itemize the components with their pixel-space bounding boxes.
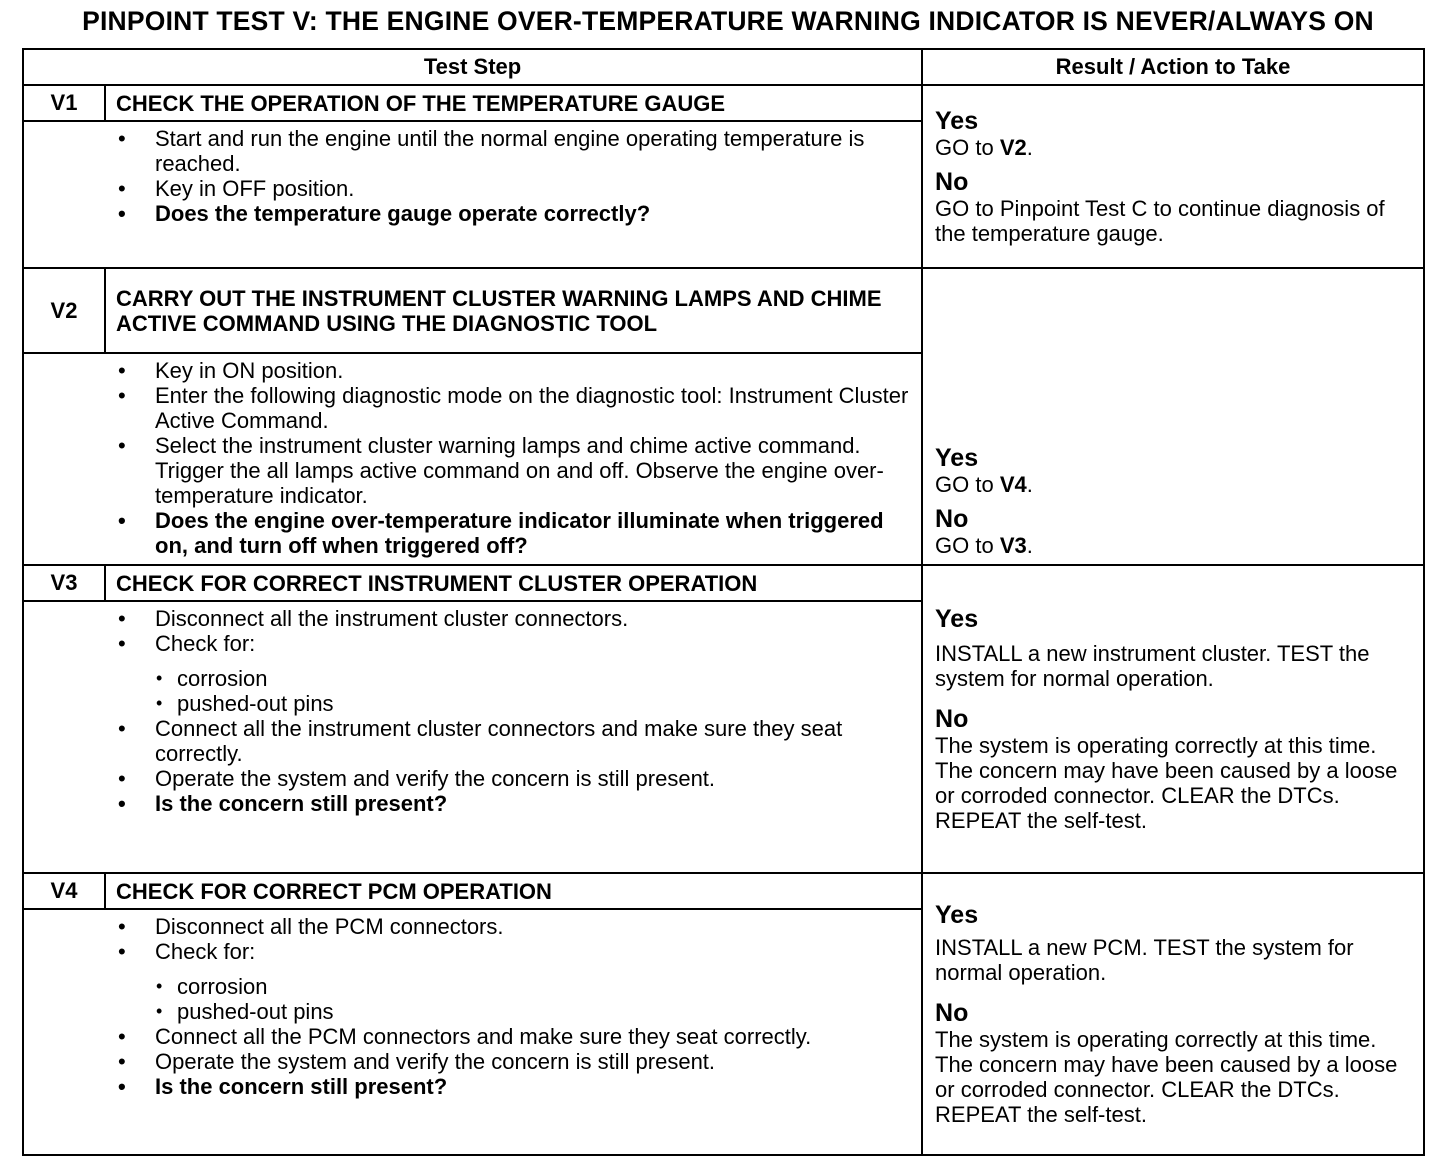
step-heading: CARRY OUT THE INSTRUMENT CLUSTER WARNING LAMPS AND CHIME ACTIVE COMMAND USING THE DIAGNOSTIC TOOL (105, 268, 922, 353)
yes-action: INSTALL a new instrument cluster. TEST the system for normal operation. (935, 641, 1370, 691)
step-question: • Is the concern still present? (23, 791, 911, 816)
step-heading: CHECK FOR CORRECT PCM OPERATION (105, 873, 922, 909)
yes-label: Yes (935, 107, 979, 135)
step-number: V4 (23, 873, 105, 909)
sub-list-item: • pushed-out pins (23, 999, 911, 1024)
list-item: • Enter the following diagnostic mode on the diagnostic tool: Instrument Cluster Active Command. (23, 383, 911, 433)
step-number: V1 (23, 85, 105, 121)
pinpoint-test-table (22, 48, 1425, 1156)
no-label: No (935, 999, 969, 1027)
list-item: • Start and run the engine until the normal engine operating temperature is reached. (23, 126, 911, 176)
no-label: No (935, 705, 969, 733)
yes-action: GO to V4. (935, 472, 1033, 497)
page-title: PINPOINT TEST V: THE ENGINE OVER-TEMPERATURE WARNING INDICATOR IS NEVER/ALWAYS ON (82, 6, 1374, 36)
list-item: • Disconnect all the instrument cluster connectors. (23, 606, 911, 631)
yes-label: Yes (935, 901, 979, 929)
step-v4-heading-row (23, 873, 1424, 909)
step-question: • Does the temperature gauge operate correctly? (23, 201, 911, 226)
list-item: • Check for: • corrosion • pushed-out pins (23, 939, 911, 1024)
no-action: The system is operating correctly at this time. The concern may have been caused by a loose or corroded connector. CLEAR the DTCs. REPEAT the self-test. (935, 1027, 1398, 1127)
step-instructions (105, 909, 922, 1155)
yes-label: Yes (935, 444, 979, 472)
yes-label: Yes (935, 605, 979, 633)
list-item: • Check for: • corrosion • pushed-out pins (23, 631, 911, 716)
header-result: Result / Action to Take (922, 49, 1424, 85)
step-result (922, 85, 1424, 268)
yes-action: GO to V2. (935, 135, 1033, 160)
step-number: V3 (23, 565, 105, 601)
step-v2-heading-row (23, 268, 1424, 353)
list-item: • Operate the system and verify the concern is still present. (23, 1049, 911, 1074)
step-heading: CHECK THE OPERATION OF THE TEMPERATURE GAUGE (105, 85, 922, 121)
no-label: No (935, 505, 969, 533)
no-action: GO to V3. (935, 533, 1033, 558)
list-item: • Operate the system and verify the concern is still present. (23, 766, 911, 791)
step-result (922, 268, 1424, 565)
list-item: • Disconnect all the PCM connectors. (23, 914, 911, 939)
step-instructions (105, 121, 922, 268)
sub-list-item: • pushed-out pins (23, 691, 911, 716)
step-question: • Is the concern still present? (23, 1074, 911, 1099)
sub-list-item: • corrosion (23, 974, 911, 999)
list-item: • Key in OFF position. (23, 176, 911, 201)
no-label: No (935, 168, 969, 196)
header-test-step: Test Step (23, 49, 922, 85)
step-question: • Does the engine over-temperature indicator illuminate when triggered on, and turn off when triggered off? (23, 508, 911, 558)
yes-action: INSTALL a new PCM. TEST the system for normal operation. (935, 935, 1354, 985)
list-item: • Connect all the instrument cluster connectors and make sure they seat correctly. (23, 716, 911, 766)
step-number: V2 (23, 268, 105, 353)
no-action: The system is operating correctly at this time. The concern may have been caused by a loose or corroded connector. CLEAR the DTCs. REPEAT the self-test. (935, 733, 1398, 833)
step-instructions (105, 353, 922, 565)
list-item: • Select the instrument cluster warning lamps and chime active command. Trigger the all lamps active command on and off. Observe the engine over-temperature indicator. (23, 433, 911, 508)
list-item: • Key in ON position. (23, 358, 911, 383)
step-heading: CHECK FOR CORRECT INSTRUMENT CLUSTER OPERATION (105, 565, 922, 601)
no-action: GO to Pinpoint Test C to continue diagnosis of the temperature gauge. (935, 196, 1385, 246)
table-header-row (23, 49, 1424, 85)
step-result (922, 873, 1424, 1155)
step-v1-heading-row (23, 85, 1424, 121)
step-v3-heading-row (23, 565, 1424, 601)
step-result (922, 565, 1424, 873)
step-instructions (105, 601, 922, 873)
list-item: • Connect all the PCM connectors and make sure they seat correctly. (23, 1024, 911, 1049)
sub-list-item: • corrosion (23, 666, 911, 691)
